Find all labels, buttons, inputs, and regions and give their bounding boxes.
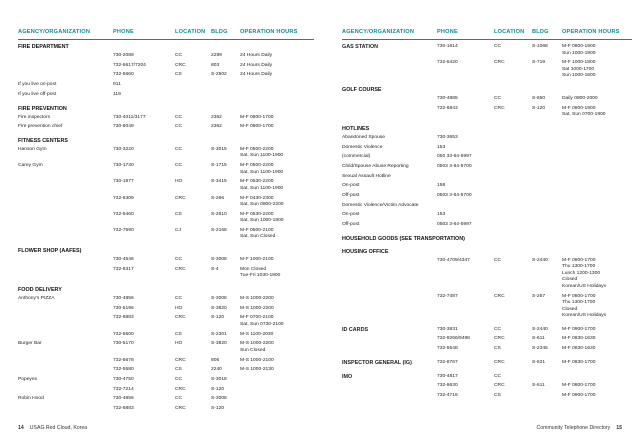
hours-line: Sat, Sun 1100-1900 xyxy=(240,185,284,191)
entry-name: Fire inspectors xyxy=(18,114,51,120)
entry-location: CC xyxy=(494,257,502,263)
entry-location: CS xyxy=(175,211,182,217)
entry-name: (commercial) xyxy=(342,154,371,160)
entry-phone: 730-4856 xyxy=(113,396,134,402)
entry-phone: 730-4750 xyxy=(113,376,134,382)
entry-phone: 730-1614 xyxy=(437,44,458,49)
header-location: LOCATION xyxy=(494,29,525,35)
footer-right-text: Community Telephone Directory xyxy=(536,425,611,431)
entry-hours xyxy=(240,341,274,354)
section-heading: FOOD DELIVERY xyxy=(18,287,62,293)
hours-line: M-F 0830-1630 xyxy=(562,346,596,352)
header-agency: AGENCY/ORGANIZATION xyxy=(18,29,91,35)
entry-building: S-3820 xyxy=(211,341,227,347)
entry-name: On-post xyxy=(342,212,360,218)
entry-name: Fire prevention chief xyxy=(18,124,63,130)
entry-location: CS xyxy=(175,72,182,78)
section-heading: HOUSEHOLD GOODS (SEE TRANSPORTATION) xyxy=(342,235,465,242)
entry-location: CC xyxy=(175,114,183,120)
hours-line: Thu 1300-1700 xyxy=(562,264,596,270)
entry-building: S-1715 xyxy=(211,163,227,169)
hours-line: Sat, Sun 0700-1900 xyxy=(562,112,606,118)
entry-location: CC xyxy=(175,257,183,263)
entry-phone: 0503 3-64-5700 xyxy=(437,163,472,169)
hours-line: Tue-Fri 1030-1900 xyxy=(240,273,281,279)
entry-phone: 730-6049 xyxy=(113,124,134,130)
hours-line: Sat, Sun 1100-1900 xyxy=(240,169,284,175)
hours-line: M-F 0500-2200 xyxy=(240,163,274,169)
right-header-rule xyxy=(342,39,632,40)
hours-line: 24 Hours Daily xyxy=(240,53,273,58)
entry-hours xyxy=(562,106,606,119)
hours-line: Closed xyxy=(562,306,578,312)
entry-phone: 153 xyxy=(437,144,446,150)
entry-hours xyxy=(240,267,280,280)
entry-building: S-2345 xyxy=(532,346,548,352)
hours-line: M-F 0830-1630 xyxy=(562,336,596,342)
entry-building: S-1068 xyxy=(532,44,548,49)
entry-name: Abandoned Spouse xyxy=(342,134,385,140)
entry-location: CRC xyxy=(175,195,186,201)
entry-location: CRC xyxy=(494,105,505,111)
entry-phone: 732-7487 xyxy=(437,293,458,299)
entry-hours xyxy=(240,332,273,339)
entry-phone: 732-6420 xyxy=(437,60,458,66)
entry-building: S-719 xyxy=(532,60,546,66)
entry-building: S-650 xyxy=(532,95,546,101)
entry-location: CC xyxy=(175,124,183,130)
entry-hours xyxy=(562,383,595,390)
entry-name: Hanson Gym xyxy=(18,146,47,152)
entry-name: Child/Spouse Abuse Reporting xyxy=(342,163,409,169)
hours-line: Sun 1000-1600 xyxy=(562,73,596,79)
section-heading: HOUSING OFFICE xyxy=(342,248,389,255)
entry-phone: 0503 3-64-5997 xyxy=(437,222,472,228)
entry-phone: 119 xyxy=(113,91,121,97)
entry-building: S-2610 xyxy=(211,211,227,217)
entry-hours xyxy=(240,147,283,160)
entry-building: S-2502 xyxy=(211,72,227,78)
hours-line: M-F 0800-1700 xyxy=(562,383,596,389)
entry-phone: 730-5170 xyxy=(113,341,134,347)
hours-line: M-F 0500-2100 xyxy=(240,227,274,233)
entry-location: CC xyxy=(175,146,183,152)
entry-name: Burger Bar xyxy=(18,341,42,347)
hours-line: Sat, Sun 1100-1900 xyxy=(240,153,284,159)
page-number-right: 15 xyxy=(616,425,622,431)
right-table-header xyxy=(342,29,638,39)
entry-phone: 732-9266/9498 xyxy=(437,336,470,342)
entry-location: CC xyxy=(175,163,183,169)
header-location: LOCATION xyxy=(175,29,206,35)
entry-hours xyxy=(240,228,275,241)
section-heading: ID CARDS xyxy=(342,326,369,333)
hours-line: M-F 0900-1700 xyxy=(562,326,596,332)
entry-location: CC xyxy=(175,396,183,402)
entry-phone: 730-4817 xyxy=(437,373,458,379)
entry-location: CC xyxy=(175,296,183,301)
section-heading: HOTLINES xyxy=(342,125,370,132)
entry-name: If you live off-post xyxy=(18,91,57,97)
hours-line: Sat 1000-1700 xyxy=(562,66,595,72)
header-agency: AGENCY/ORGANIZATION xyxy=(342,29,415,35)
entry-phone: 732-8767 xyxy=(437,359,458,365)
hours-line: Korean/US Holidays xyxy=(562,313,607,318)
hours-line: Sun Closed xyxy=(240,347,266,353)
entry-hours xyxy=(562,258,606,291)
entry-name: Sexual Assault Hotline xyxy=(342,173,391,179)
entry-phone: 732-6309 xyxy=(113,195,134,201)
entry-location: CS xyxy=(494,392,501,398)
section-heading: FIRE DEPARTMENT xyxy=(18,44,69,50)
entry-phone: 050 33-64-5997 xyxy=(437,154,472,160)
header-bldg: BLDG xyxy=(532,29,549,35)
entry-location: CS xyxy=(494,346,501,352)
section-heading: FLOWER SHOP (AAFES) xyxy=(18,248,82,255)
entry-hours xyxy=(240,63,272,70)
entry-phone: 732-5580 xyxy=(113,367,134,373)
entry-location: HO xyxy=(175,179,183,185)
entry-building: S-611 xyxy=(532,336,545,342)
entry-building: 2362 xyxy=(211,114,222,120)
entry-building: 2362 xyxy=(211,124,222,130)
entry-building: S-120 xyxy=(211,406,225,411)
hours-line: M-S 1000-2200 xyxy=(240,296,274,301)
left-table-header xyxy=(18,29,318,39)
entry-location: CJ xyxy=(175,227,181,233)
entry-phone: 732-4716 xyxy=(437,392,458,398)
hours-line: 24 Hours Daily xyxy=(240,62,273,68)
hours-line: Sat, Sun 1000-1800 xyxy=(240,218,284,224)
entry-name: On-post xyxy=(342,183,360,189)
entry-building: S-3008 xyxy=(211,257,227,263)
entry-hours xyxy=(562,294,606,320)
entry-name: Off-post xyxy=(342,222,360,228)
entry-location: CS xyxy=(175,331,182,337)
entry-hours xyxy=(562,346,595,353)
entry-phone: 730-1730 xyxy=(113,163,134,169)
entry-phone: 730-3220 xyxy=(113,146,134,152)
entry-location: CRC xyxy=(175,386,186,392)
entry-building: S-120 xyxy=(211,386,225,392)
entry-hours xyxy=(240,315,284,328)
hours-line: M-F 0530-2200 xyxy=(240,211,274,217)
hours-line: M-F 0830-1700 xyxy=(562,359,596,365)
entry-building: S-2168 xyxy=(211,227,227,233)
entry-location: CRC xyxy=(494,359,505,365)
entry-location: HO xyxy=(175,341,183,347)
entry-building: S-631 xyxy=(532,359,546,365)
entry-hours xyxy=(240,115,273,122)
entry-phone: 730-1977 xyxy=(113,179,134,185)
header-phone: PHONE xyxy=(113,29,134,35)
entry-building: S-2440 xyxy=(532,257,548,263)
entry-phone: 730-4709/4347 xyxy=(437,257,470,263)
hours-line: Sat, Sun 0800-2200 xyxy=(240,202,284,207)
entry-name: Domestic Violence xyxy=(342,144,383,150)
entry-building: S-3008 xyxy=(211,296,227,301)
section-heading: FIRE PREVENTION xyxy=(18,105,67,112)
hours-line: M-F 0900-1700 xyxy=(562,392,596,398)
entry-location: CRC xyxy=(175,266,186,272)
footer-left xyxy=(18,425,87,435)
entry-name: Popeyes xyxy=(18,376,38,382)
entry-hours xyxy=(562,327,595,334)
entry-phone: 158 xyxy=(437,183,446,189)
entry-name: Anthony's PIZZA xyxy=(18,296,55,301)
entry-phone: 732-8630 xyxy=(437,383,458,389)
entry-location: CC xyxy=(175,376,183,382)
footer-right xyxy=(537,425,623,435)
hours-line: M-F 0500-2200 xyxy=(240,146,274,152)
entry-phone: 732-7590 xyxy=(113,227,134,233)
entry-location: CS xyxy=(175,367,182,373)
entry-hours xyxy=(240,72,272,79)
entry-hours xyxy=(240,196,284,209)
entry-hours xyxy=(240,163,283,176)
entry-hours xyxy=(240,179,283,192)
entry-phone: 730-4546 xyxy=(113,257,134,263)
entry-building: S-3015 xyxy=(211,146,227,152)
hours-line: M-F 0530-2200 xyxy=(240,179,274,185)
section-heading: IMO xyxy=(342,373,353,380)
entry-name: Domestic Violence/Victim Advocate xyxy=(342,202,419,208)
hours-line: Sat, Sun Closed xyxy=(240,234,276,240)
entry-hours xyxy=(562,393,595,400)
hours-line: Mon Closed xyxy=(240,266,267,272)
entry-building: S-2301 xyxy=(211,331,227,337)
hours-line: Lunch 1200-1300 xyxy=(562,270,601,276)
entry-location: CRC xyxy=(494,383,505,389)
entry-building: S-2440 xyxy=(532,326,548,332)
entry-building: S-3415 xyxy=(211,179,227,185)
entry-phone: 0503 3-64-5700 xyxy=(437,193,472,198)
hours-line: M-S 1000-2200 xyxy=(240,305,274,311)
section-heading: FITNESS CENTERS xyxy=(18,137,69,144)
entry-phone: 732-6883 xyxy=(113,315,134,321)
entry-building: S-611 xyxy=(532,383,545,389)
entry-phone: 732-5460 xyxy=(113,211,134,217)
entry-hours xyxy=(240,212,284,225)
section-heading: GAS STATION xyxy=(342,44,379,50)
entry-phone: 730-5196 xyxy=(113,305,134,311)
hours-line: Korean/US Holidays xyxy=(562,283,607,289)
entry-phone: 732-6617/7204 xyxy=(113,62,146,68)
entry-hours xyxy=(240,257,273,264)
footer-left-text: USAG Red Cloud, Korea xyxy=(29,425,88,431)
entry-building: 803 xyxy=(211,62,220,68)
entry-phone: 732-8317 xyxy=(113,266,134,272)
entry-phone: 732-6883 xyxy=(113,406,134,411)
entry-phone: 730-2089 xyxy=(113,53,134,58)
entry-phone: 153 xyxy=(437,212,446,218)
entry-building: S-120 xyxy=(211,315,225,321)
hours-line: M-F 0430-2300 xyxy=(240,195,274,201)
entry-phone: 730-3831 xyxy=(437,326,458,332)
hours-line: M-F 0800-1700 xyxy=(562,293,596,299)
entry-phone: 732-5660 xyxy=(113,72,134,78)
entry-phone: 730-4856 xyxy=(113,296,134,301)
entry-location: CC xyxy=(494,44,502,49)
hours-line: M-F 0700-2100 xyxy=(240,315,274,321)
hours-line: M-F 0800-1900 xyxy=(562,44,596,49)
header-hours: OPERATION HOURS xyxy=(562,29,620,35)
entry-phone: 732-5500 xyxy=(113,331,134,337)
hours-line: Daily 0800-2000 xyxy=(562,95,598,101)
entry-hours xyxy=(240,367,274,374)
entry-building: S-266 xyxy=(211,195,225,201)
entry-hours xyxy=(240,53,272,60)
entry-building: S-267 xyxy=(532,293,546,299)
entry-name: Off-post xyxy=(342,193,360,198)
entry-location: CRC xyxy=(494,60,505,66)
entry-phone: 911 xyxy=(113,82,121,88)
entry-hours xyxy=(562,60,595,80)
entry-phone: 732-6843 xyxy=(437,105,458,111)
entry-location: CRC xyxy=(175,62,186,68)
entry-hours xyxy=(240,296,274,303)
hours-line: M-S 1000-2100 xyxy=(240,357,274,363)
entry-location: CC xyxy=(175,53,183,58)
section-heading: GOLF COURSE xyxy=(342,86,382,93)
entry-phone: 730-4885 xyxy=(437,95,458,101)
entry-location: CC xyxy=(494,326,502,332)
page-number-left: 14 xyxy=(18,425,24,431)
entry-building: S-3820 xyxy=(211,305,227,311)
entry-hours xyxy=(562,360,595,367)
hours-line: Closed xyxy=(562,277,578,283)
left-header-rule xyxy=(18,39,314,40)
entry-building: S-3008 xyxy=(211,396,227,402)
hours-line: Sat, Sun 0730-2100 xyxy=(240,321,284,327)
hours-line: M-S 1100-2030 xyxy=(240,331,274,337)
entry-name: Robin Hood xyxy=(18,396,44,402)
hours-line: M-F 1000-1800 xyxy=(562,60,596,66)
header-hours: OPERATION HOURS xyxy=(240,29,298,35)
entry-phone: 732-7214 xyxy=(113,386,134,392)
hours-line: M-F 0800-1700 xyxy=(562,257,596,263)
entry-building: S-3018 xyxy=(211,376,227,382)
entry-building: S-4 xyxy=(211,266,219,272)
entry-location: CC xyxy=(494,373,502,379)
entry-hours xyxy=(562,44,595,57)
hours-line: M-S 1000-2130 xyxy=(240,367,274,373)
hours-line: M-S 1000-2200 xyxy=(240,341,274,347)
hours-line: M-F 0800-1900 xyxy=(562,105,596,111)
entry-name: If you live on-post xyxy=(18,82,57,88)
hours-line: M-F 0800-1700 xyxy=(240,114,274,120)
entry-name: Carey Gym xyxy=(18,163,43,169)
entry-location: CRC xyxy=(494,336,505,342)
entry-location: CRC xyxy=(175,406,186,411)
section-heading: INSPECTOR GENERAL (IG) xyxy=(342,359,412,366)
entry-hours xyxy=(562,96,598,103)
entry-hours xyxy=(562,336,595,343)
hours-line: Sun 1000-1900 xyxy=(562,50,596,56)
entry-building: 806 xyxy=(211,357,220,363)
entry-location: CC xyxy=(494,95,502,101)
entry-location: CRC xyxy=(175,357,186,363)
entry-building: 2299 xyxy=(211,53,222,58)
entry-location: HO xyxy=(175,305,183,311)
entry-hours xyxy=(240,358,274,365)
entry-building: 2240 xyxy=(211,367,222,373)
header-phone: PHONE xyxy=(437,29,458,35)
hours-line: M-F 0800-1700 xyxy=(240,124,274,130)
hours-line: M-F 1000-2100 xyxy=(240,257,274,263)
entry-phone: 730-3653 xyxy=(437,134,458,140)
entry-building: S-120 xyxy=(532,105,546,111)
entry-phone: 730-4011/3177 xyxy=(113,114,146,120)
hours-line: 24 Hours Daily xyxy=(240,72,273,78)
header-bldg: BLDG xyxy=(211,29,228,35)
entry-phone: 732-6678 xyxy=(113,357,134,363)
entry-location: CRC xyxy=(494,293,505,299)
entry-hours xyxy=(240,306,274,313)
entry-phone: 732-5548 xyxy=(437,346,458,352)
hours-line: Thu 1300-1700 xyxy=(562,300,596,305)
entry-location: CRC xyxy=(175,315,186,321)
entry-hours xyxy=(240,124,273,131)
